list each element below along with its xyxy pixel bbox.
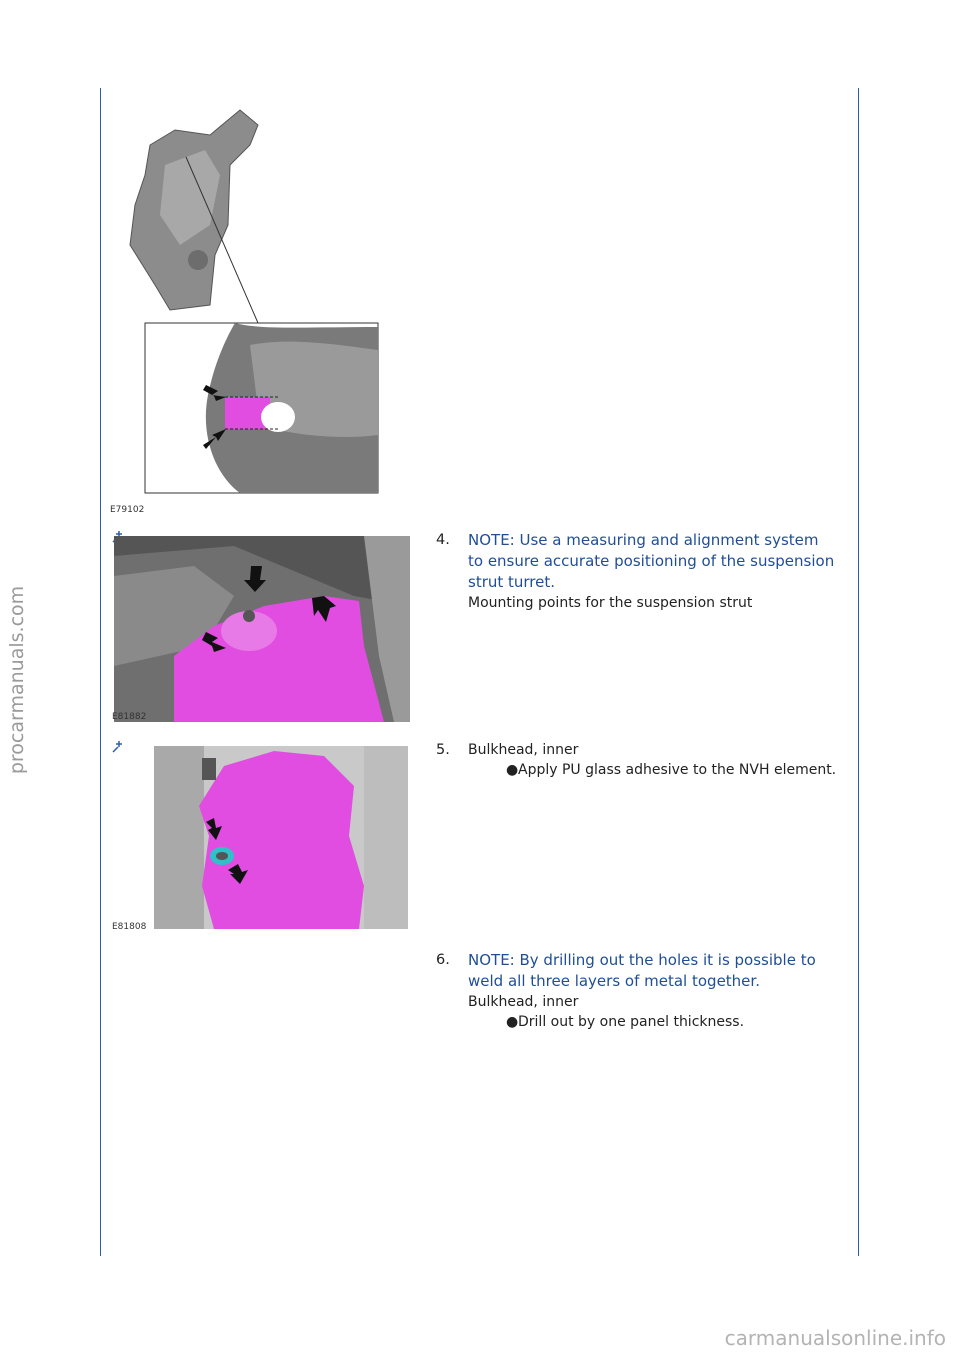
step-bullet [468,760,838,780]
step-body [468,740,838,780]
step-number: 5. [436,742,450,758]
step-body [468,530,838,613]
figure-code: E81882 [112,712,147,722]
bullet-text: Apply PU glass adhesive to the NVH element. [518,762,837,778]
step-text: Bulkhead, inner [468,994,579,1010]
figure-e81882 [106,528,410,724]
figure-e79102-illustration [110,105,400,510]
magnify-plus-icon[interactable] [112,740,125,753]
side-watermark-text: procarmanuals.com [6,585,28,775]
figure-e81808 [106,738,410,934]
side-watermark [4,560,30,800]
figure-code: E79102 [110,505,145,515]
figure-code: E81808 [112,922,147,932]
step-bullet [468,1012,838,1032]
left-margin-rule [100,88,101,1256]
step-text: Bulkhead, inner [468,742,579,758]
step-body [468,950,838,1032]
bullet-dot: ● [506,762,519,778]
step-number: 4. [436,532,450,548]
figure-e81808-illustration [154,746,408,929]
right-margin-rule [858,88,859,1256]
bullet-dot: ● [506,1014,519,1030]
step-text: Mounting points for the suspension strut [468,595,753,611]
bullet-text: Drill out by one panel thickness. [518,1014,745,1030]
bottom-watermark: carmanualsonline.info [724,1326,946,1350]
step-number: 6. [436,952,450,968]
step-note: NOTE: By drilling out the holes it is possible to weld all three layers of metal together. [468,951,816,990]
figure-e79102 [110,105,400,515]
figure-e81882-illustration [114,536,410,722]
step-note: NOTE: Use a measuring and alignment system to ensure accurate positioning of the suspension strut turret. [468,531,835,591]
